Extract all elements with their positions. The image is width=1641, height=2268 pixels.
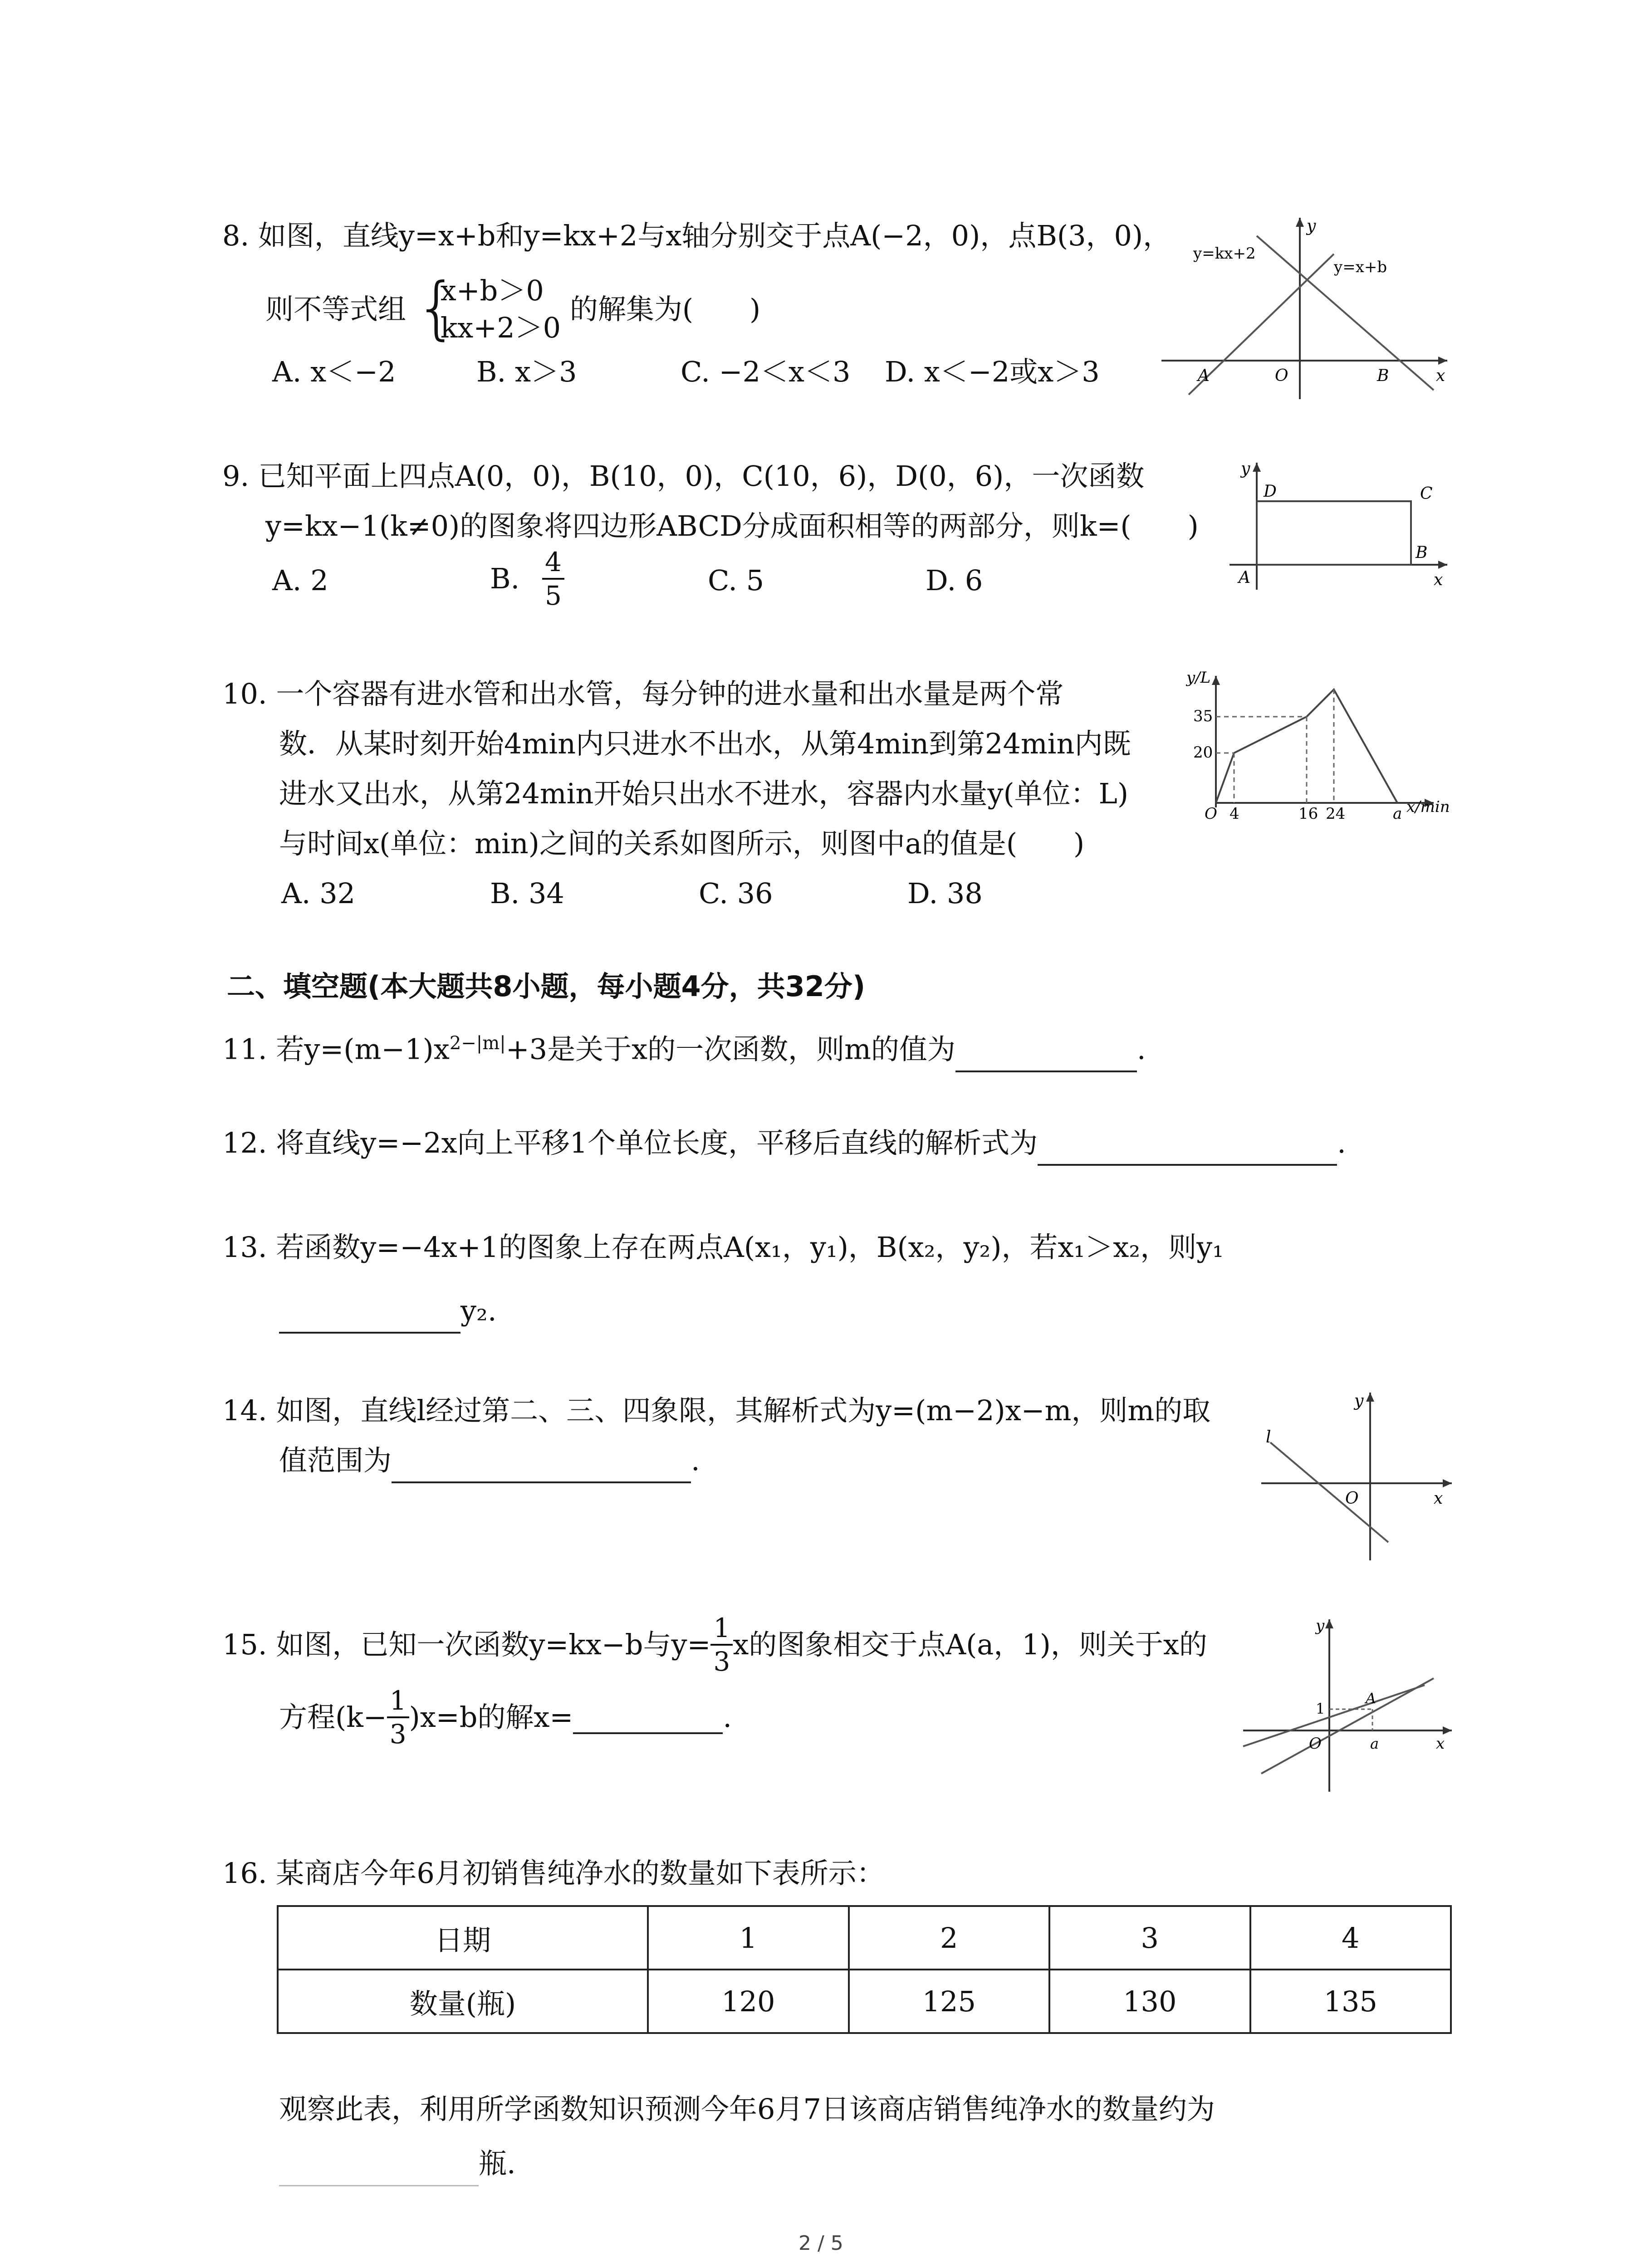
q14-figure: [1252, 1383, 1461, 1565]
tick-a: a: [1393, 805, 1402, 823]
axis-x: x: [1434, 571, 1443, 589]
q15-figure: [1234, 1610, 1461, 1796]
q13-line1: 13. 若函数y=−4x+1的图象上存在两点A(x₁，y₁)，B(x₂，y₂)，若x₁＞x₂，则y₁: [222, 1231, 1224, 1264]
q9-line2: y=kx−1(k≠0)的图象将四边形ABCD分成面积相等的两部分，则k=( ): [265, 509, 1199, 543]
table-cell: 135: [1250, 1970, 1451, 2033]
tick-16: 16: [1298, 805, 1318, 823]
axis-y-label: y/L: [1186, 669, 1211, 687]
q10-figure: [1180, 662, 1461, 830]
q14-answer-blank[interactable]: [392, 1450, 691, 1483]
q8-option-b: B. x＞3: [476, 355, 577, 388]
q13-line2: y₂.: [279, 1288, 497, 1334]
label-xb: y=x+b: [1334, 258, 1387, 276]
q10-line4: 与时间x(单位：min)之间的关系如图所示，则图中a的值是( ): [279, 827, 1085, 860]
q10-option-d: D. 38: [907, 877, 983, 910]
table-cell: 130: [1049, 1970, 1250, 2033]
tick-24: 24: [1326, 805, 1346, 823]
q16-line2: 观察此表，利用所学函数知识预测今年6月7日该商店销售纯净水的数量约为: [279, 2092, 1215, 2126]
tick-35: 35: [1193, 707, 1213, 725]
axis-x: x: [1436, 1735, 1445, 1753]
q14-line2: 值范围为 .: [279, 1438, 700, 1483]
tick-a: a: [1370, 1735, 1379, 1752]
q8-figure: [1152, 209, 1452, 408]
tick-1: 1: [1316, 1700, 1325, 1717]
origin: O: [1345, 1489, 1359, 1508]
sales-table: [277, 1905, 1452, 2034]
q15-line2: 方程(k− $\frac{1}{3}$ )x=b的解x= .: [279, 1685, 732, 1750]
table-cell: 125: [849, 1970, 1050, 2033]
q10-option-b: B. 34: [490, 877, 564, 910]
axis-y: y: [1241, 459, 1250, 478]
tick-4: 4: [1230, 805, 1239, 823]
page-number: 2 / 5: [798, 2232, 843, 2255]
vertex-c: C: [1420, 484, 1433, 503]
q10-line2: 数．从某时刻开始4min内只进水不出水，从第4min到第24min内既: [279, 727, 1131, 760]
line-l: l: [1266, 1428, 1271, 1447]
axis-y: y: [1354, 1392, 1364, 1410]
q15-line1: 15. 如图，已知一次函数y=kx−b与y= $\frac{1}{3}$ x的图象相交于点A(a，1)，则关于x的: [222, 1613, 1207, 1677]
q11-line: 11. 若$y=(m-1)x^{2-|m|}+3$是关于x的一次函数，则m的值为 .: [222, 1021, 1146, 1072]
origin: O: [1309, 1735, 1322, 1753]
q13-answer-blank[interactable]: [279, 1300, 460, 1334]
q10-option-c: C. 36: [699, 877, 773, 910]
q8-option-d: D. x＜−2或x＞3: [885, 355, 1100, 388]
q10-option-a: A. 32: [281, 877, 356, 910]
q9-figure: [1220, 454, 1456, 599]
q11-answer-blank[interactable]: [955, 1039, 1137, 1072]
vertex-d: D: [1264, 482, 1277, 501]
q8-line2: 则不等式组 { x+b＞0 kx+2＞0 的解集为( ): [265, 269, 761, 347]
table-cell: 3: [1049, 1906, 1250, 1970]
q15-answer-blank[interactable]: [573, 1701, 723, 1734]
axis-x-label: x/min: [1406, 798, 1450, 816]
q9-option-d: D. 6: [926, 564, 983, 597]
q9-option-a: A. 2: [272, 564, 328, 597]
q8-line1: 8. 如图，直线y=x+b和y=kx+2与x轴分别交于点A(−2，0)，点B(3，0)，: [222, 219, 1171, 252]
origin: O: [1275, 367, 1288, 385]
table-cell: 2: [849, 1906, 1050, 1970]
q16-line3: 瓶.: [279, 2141, 516, 2186]
table-cell: 4: [1250, 1906, 1451, 1970]
axis-x: x: [1434, 1489, 1443, 1508]
table-row: [278, 1906, 1451, 1970]
vertex-a: A: [1239, 568, 1250, 587]
q10-line1: 10. 一个容器有进水管和出水管，每分钟的进水量和出水量是两个常: [222, 677, 1064, 710]
point-a: A: [1366, 1690, 1376, 1707]
table-cell: 1: [648, 1906, 849, 1970]
axis-y: y: [1316, 1617, 1325, 1635]
axis-y: y: [1307, 217, 1316, 235]
section-title: 二、填空题(本大题共8小题，每小题4分，共32分): [227, 970, 866, 1003]
tick-20: 20: [1193, 743, 1213, 762]
label-kx2: y=kx+2: [1193, 244, 1256, 263]
q10-line3: 进水又出水，从第24min开始只出水不进水，容器内水量y(单位：L): [279, 777, 1129, 810]
q16-line1: 16. 某商店今年6月初销售纯净水的数量如下表所示：: [222, 1857, 885, 1890]
point-a: A: [1198, 367, 1210, 385]
origin: O: [1205, 805, 1217, 823]
q9-line1: 9. 已知平面上四点A(0，0)，B(10，0)，C(10，6)，D(0，6)，一次函数: [222, 459, 1145, 493]
q12-answer-blank[interactable]: [1038, 1132, 1337, 1166]
q9-option-c: C. 5: [708, 564, 764, 597]
table-cell: 120: [648, 1970, 849, 2033]
vertex-b: B: [1416, 543, 1428, 562]
inequality-system: { x+b＞0 kx+2＞0: [415, 269, 561, 347]
q8-option-c: C. −2＜x＜3: [681, 355, 851, 388]
q16-answer-blank[interactable]: [279, 2153, 479, 2186]
q8-option-a: A. x＜−2: [272, 355, 396, 388]
table-cell: 日期: [278, 1906, 648, 1970]
axis-x: x: [1436, 367, 1445, 385]
q9-option-b: B. $\frac{4}{5}$: [490, 549, 564, 609]
table-row: [278, 1970, 1451, 2033]
q12-line: 12. 将直线y=−2x向上平移1个单位长度，平移后直线的解析式为 .: [222, 1120, 1346, 1166]
q14-line1: 14. 如图，直线l经过第二、三、四象限，其解析式为y=(m−2)x−m，则m的取: [222, 1394, 1211, 1427]
table-cell: 数量(瓶): [278, 1970, 648, 2033]
point-b: B: [1377, 367, 1389, 385]
